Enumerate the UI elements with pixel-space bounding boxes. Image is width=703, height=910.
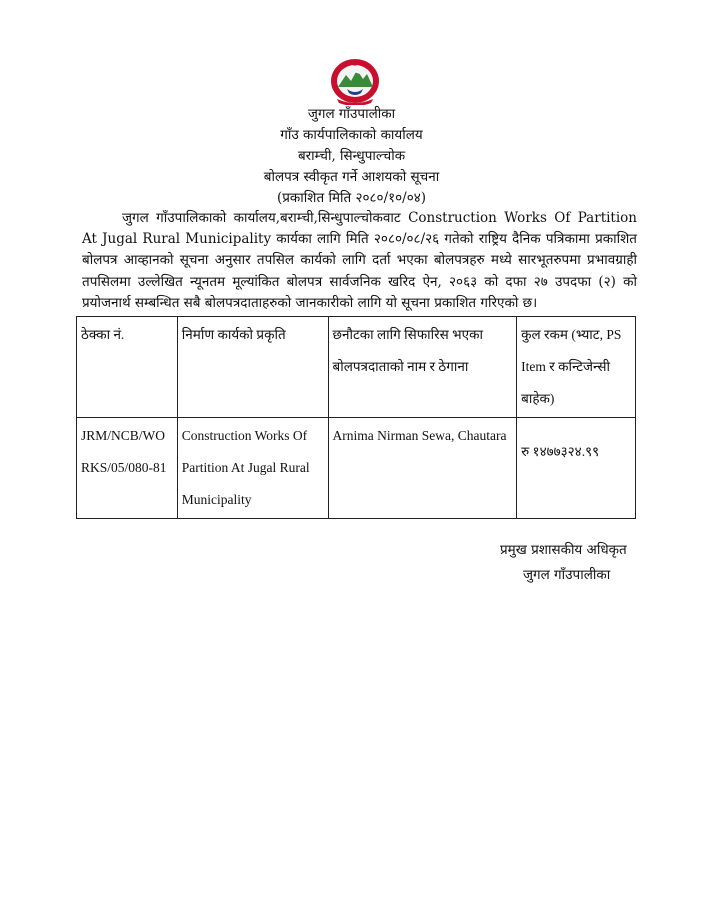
col-contract-no: ठेक्का नं. bbox=[77, 317, 178, 418]
signatory-office: जुगल गाँउपालीका bbox=[523, 567, 611, 583]
notice-title: बोलपत्र स्वीकृत गर्ने आशयको सूचना bbox=[263, 169, 440, 185]
office-name: जुगल गाँउपालीका bbox=[307, 106, 396, 122]
tender-table bbox=[76, 316, 636, 519]
notice-body-text: जुगल गाँउपालिकाको कार्यालय,बराम्ची,सिन्धुपाल्चोकवाट Construction Works Of Partition At Jugal Rural Municipality कार्यका लागि मिति २०८०/०८/२६ गतेको राष्ट्रिय दैनिक पत्रिकामा प्रकाशित बोलपत्र आव्हानको सूचना अनुसार तपसिल कार्यको लागि दर्ता भएका बोलपत्रहरु मध्ये सारभूतरुपमा प्रभावग्राही तपसिलमा उल्लेखित न्यूनतम मूल्यांकित बोलपत्र सार्वजनिक खरिद ऐन, २०६३ को दफा २७ उपदफा (२) को प्रयोजनार्थ सम्बन्धित सबै बोलपत्रदाताहरुको जानकारीको लागि यो सूचना प्रकाशित गरिएको छ। bbox=[82, 210, 637, 311]
signatory-title: प्रमुख प्रशासकीय अधिकृत bbox=[500, 542, 627, 558]
cell-amount: रु १४७७३२४.९९ bbox=[521, 444, 600, 459]
nepal-emblem-icon bbox=[329, 57, 381, 105]
table-header-row bbox=[77, 317, 636, 418]
cell-amount-wrap bbox=[517, 418, 636, 519]
cell-bidder: Arnima Nirman Sewa, Chautara bbox=[328, 418, 517, 519]
col-amount: कुल रकम (भ्याट, PS Item र कन्टिजेन्सी बाहेक) bbox=[517, 317, 636, 418]
col-bidder: छनौटका लागि सिफारिस भएका बोलपत्रदाताको नाम र ठेगाना bbox=[328, 317, 517, 418]
cell-contract-no: JRM/NCB/WORKS/05/080-81 bbox=[77, 418, 178, 519]
table-row bbox=[77, 418, 636, 519]
notice-body bbox=[82, 208, 637, 314]
publish-date: (प्रकाशित मिति २०८०/१०/०४) bbox=[276, 190, 427, 206]
col-work-nature: निर्माण कार्यको प्रकृति bbox=[177, 317, 328, 418]
cell-work-nature: Construction Works Of Partition At Jugal Rural Municipality bbox=[177, 418, 328, 519]
office-subtitle: गाँउ कार्यपालिकाको कार्यालय bbox=[280, 127, 423, 143]
office-address: बराम्ची, सिन्धुपाल्चोक bbox=[297, 148, 406, 164]
